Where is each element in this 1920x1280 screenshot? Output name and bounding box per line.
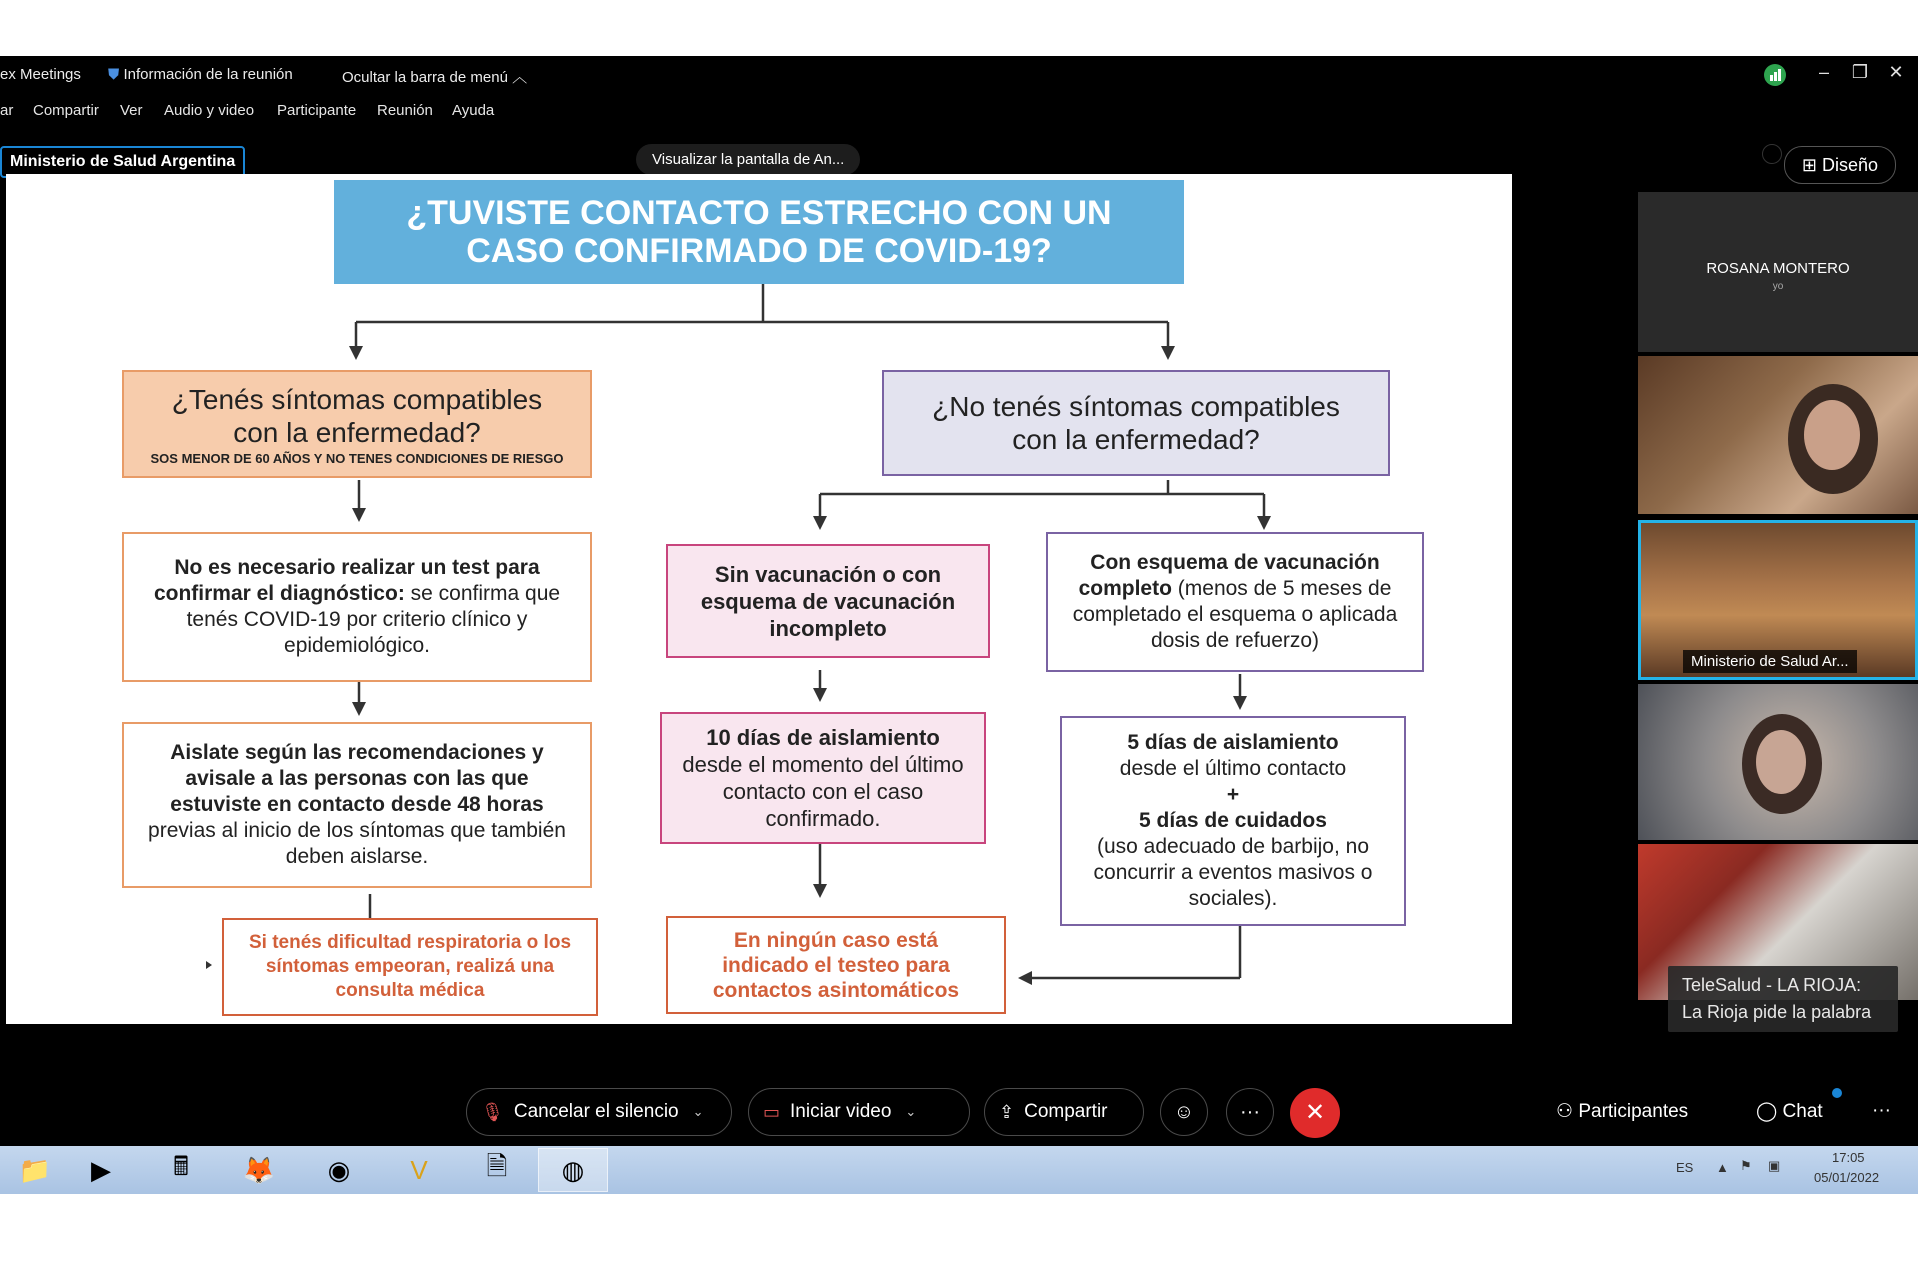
self-tag: yo [1772, 281, 1784, 292]
close-icon[interactable]: ✕ [1888, 62, 1904, 82]
no-vaccination-text: Sin vacunación o con esquema de vacunación incompleto [700, 561, 956, 641]
collapse-icon[interactable] [1762, 144, 1782, 164]
slide-title-line2: CASO CONFIRMADO DE COVID-19? [466, 232, 1052, 270]
clock-time[interactable]: 17:05 [1832, 1150, 1865, 1165]
layout-button[interactable] [1784, 146, 1896, 184]
meeting-info-label: Información de la reunión [123, 66, 293, 83]
participant-video-tile[interactable] [1638, 356, 1918, 514]
care-days-rest: (uso adecuado de barbijo, no concurrir a eventos masivos o sociales). [1093, 835, 1373, 910]
chat-label: Chat [1782, 1101, 1823, 1122]
unmute-label: Cancelar el silencio [513, 1101, 679, 1122]
menu-bar [0, 92, 1918, 128]
share-notice[interactable]: Visualizar la pantalla de An... [636, 144, 860, 175]
full-vaccination-rest: (menos de 5 meses de completado el esquema o aplicada dosis de refuerzo) [1072, 577, 1398, 652]
menu-item-file[interactable]: ar [0, 102, 14, 119]
shared-slide [6, 174, 1512, 1024]
no-symptoms-question-line1: ¿No tenés síntomas compatibles [932, 391, 1340, 422]
document-icon[interactable]: 🗎 [486, 1151, 508, 1181]
no-symptoms-question-box [882, 370, 1390, 476]
webex-window [0, 56, 1918, 1146]
five-days-bold: 5 días de aislamiento [1127, 731, 1339, 754]
slide-title-line1: ¿TUVISTE CONTACTO ESTRECHO CON UN [406, 194, 1112, 232]
ten-days-box [660, 712, 986, 844]
calculator-icon[interactable]: 🖩 [173, 1151, 189, 1181]
start-video-button[interactable] [748, 1088, 970, 1136]
vegas-icon[interactable]: V [410, 1154, 428, 1185]
no-vaccination-box [666, 544, 990, 658]
no-test-needed-box [122, 532, 592, 682]
no-test-rest: se confirma que tenés COVID-19 por criterio clínico y epidemiológico. [186, 582, 561, 657]
no-symptoms-question-line2: con la enfermedad? [1012, 424, 1260, 455]
participant-caption: Ministerio de Salud Ar... [1683, 650, 1857, 673]
ten-days-rest: desde el momento del último contacto con el caso confirmado. [682, 752, 964, 831]
layout-icon: ⊞ [1801, 155, 1818, 175]
full-vaccination-bold: Con esquema de vacunación completo [1078, 551, 1380, 600]
network-icon[interactable]: ▣ [1768, 1158, 1781, 1173]
self-name: ROSANA MONTERO [1706, 260, 1850, 277]
no-testing-text: En ningún caso está indicado el testeo para contactos asintomáticos [712, 928, 960, 1002]
symptoms-question-line1: ¿Tenés síntomas compatibles [171, 383, 543, 415]
chat-icon: ◯ [1756, 1101, 1778, 1122]
menu-item-share[interactable]: Compartir [33, 102, 99, 119]
participant-face [1804, 400, 1860, 470]
care-days-bold: 5 días de cuidados [1139, 809, 1327, 832]
action-center-icon[interactable]: ⚑ [1740, 1158, 1752, 1173]
unmute-button[interactable] [466, 1088, 732, 1136]
firefox-icon[interactable]: 🦊 [242, 1154, 276, 1185]
isolate-rest: previas al inicio de los síntomas que también deben aislarse. [148, 819, 566, 868]
restore-icon[interactable]: ❐ [1851, 62, 1869, 82]
share-icon: ⇪ [999, 1101, 1015, 1122]
participant-video-tile-active[interactable] [1638, 520, 1918, 680]
slide-title [334, 180, 1184, 284]
participants-icon: ⚇ [1556, 1101, 1574, 1122]
hide-menu-label: Ocultar la barra de menú [342, 69, 508, 86]
no-testing-box [666, 916, 1006, 1014]
self-video-tile[interactable] [1638, 192, 1918, 352]
minimize-icon[interactable]: – [1818, 62, 1829, 82]
layout-label: Diseño [1822, 155, 1879, 175]
five-days-box [1060, 716, 1406, 926]
share-label: Compartir [1024, 1101, 1108, 1122]
more-options-button[interactable]: ··· [1226, 1088, 1274, 1136]
media-player-icon[interactable]: ▶ [91, 1154, 111, 1185]
menu-item-audio-video[interactable]: Audio y video [164, 102, 255, 119]
five-days-rest: desde el último contacto [1119, 757, 1347, 780]
menu-item-view[interactable]: Ver [120, 102, 143, 119]
symptoms-question-note: SOS MENOR DE 60 AÑOS Y NO TENES CONDICIONES DE RIESGO [150, 450, 564, 466]
symptoms-question-line2: con la enfermedad? [233, 416, 481, 448]
participants-label: Participantes [1578, 1101, 1689, 1122]
participants-button[interactable] [1556, 1100, 1688, 1123]
start-video-label: Iniciar video [790, 1101, 892, 1122]
reactions-icon[interactable]: ☺ [1160, 1088, 1208, 1136]
app-title: ex Meetings [0, 66, 81, 83]
isolate-box [122, 722, 592, 888]
file-explorer-icon[interactable]: 📁 [18, 1154, 52, 1185]
menu-item-participant[interactable]: Participante [277, 102, 357, 119]
chrome-icon[interactable]: ◉ [327, 1154, 351, 1185]
hide-menu-button[interactable] [342, 66, 527, 87]
isolate-bold: Aislate según las recomendaciones y avisale a las personas con las que estuviste en contacto desde 48 horas [170, 741, 544, 816]
chat-button[interactable] [1756, 1100, 1823, 1123]
connection-signal-icon[interactable] [1764, 64, 1786, 86]
tray-expand-icon[interactable]: ▲ [1716, 1160, 1729, 1175]
video-off-icon: ▭ [763, 1101, 781, 1122]
ten-days-bold: 10 días de aislamiento [706, 725, 940, 750]
menu-item-meeting[interactable]: Reunión [377, 102, 433, 119]
chat-notification-badge [1832, 1088, 1842, 1098]
webex-icon[interactable]: ◍ [538, 1148, 608, 1192]
taskbar [0, 1146, 1918, 1194]
chevron-down-icon[interactable]: ⌄ [905, 1104, 917, 1119]
chevron-down-icon[interactable]: ⌄ [692, 1104, 704, 1119]
title-bar [0, 56, 1918, 92]
meeting-controls [0, 1068, 1918, 1146]
no-test-bold: No es necesario realizar un test para confirmar el diagnóstico: [153, 556, 540, 605]
breathing-difficulty-text: Si tenés dificultad respiratoria o los síntomas empeoran, realizá una consulta médica [248, 932, 572, 1001]
participant-face [1756, 730, 1806, 794]
chevron-up-icon: ︿ [512, 69, 528, 86]
overflow-button[interactable]: ··· [1872, 1100, 1891, 1121]
shield-icon: ⛊ [108, 66, 120, 83]
plus-sign: + [1226, 783, 1240, 806]
language-indicator[interactable]: ES [1676, 1160, 1694, 1175]
end-meeting-button[interactable]: ✕ [1290, 1088, 1340, 1138]
meeting-info-button[interactable] [108, 66, 293, 83]
clock-date[interactable]: 05/01/2022 [1814, 1170, 1880, 1185]
menu-item-help[interactable]: Ayuda [452, 102, 495, 119]
microphone-muted-icon: 🎙 [481, 1101, 504, 1122]
full-vaccination-box [1046, 532, 1424, 672]
breathing-difficulty-box [222, 918, 598, 1016]
share-button[interactable] [984, 1088, 1144, 1136]
participant-video-tile[interactable] [1638, 684, 1918, 840]
symptoms-question-box [122, 370, 592, 478]
telesalud-caption: TeleSalud - LA RIOJA: La Rioja pide la palabra [1668, 966, 1898, 1032]
active-speaker-label: Ministerio de Salud Argentina [0, 146, 245, 178]
